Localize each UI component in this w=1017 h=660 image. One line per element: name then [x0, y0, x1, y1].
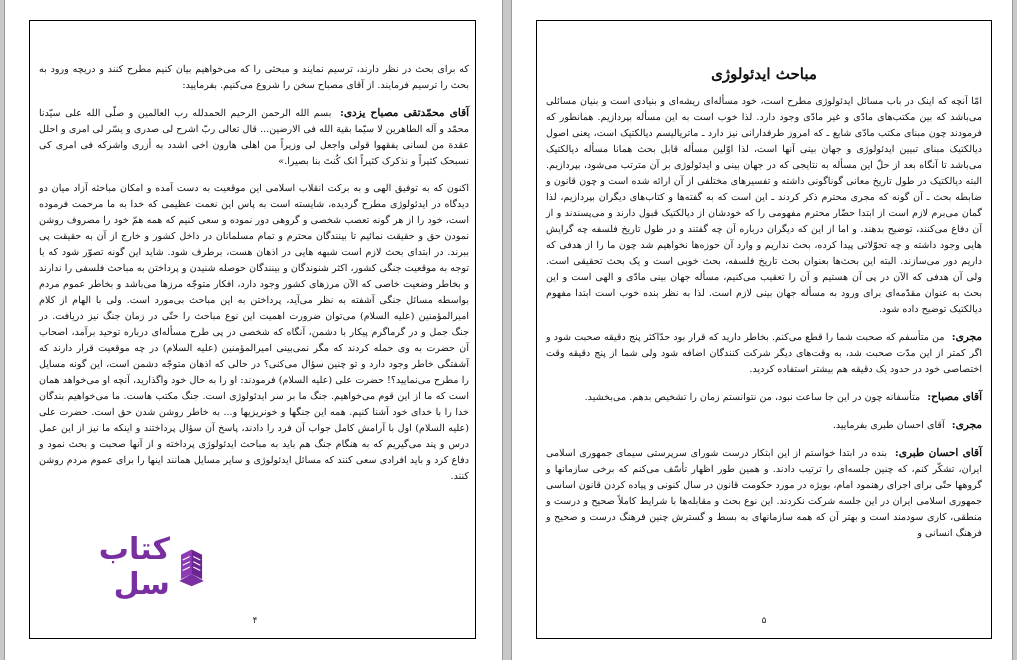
speaker-name: مجری: — [951, 331, 982, 343]
speaker-text: بنده در ابتدا خواستم از این ابتکار درست شورای سرپرستی سیمای جمهوری اسلامی ایران، تشکّر کنم، که چنین جلسه‌ای را ترتیب دادند. و همین طور اظهار تأسّف می‌کنم که برخی سازمانها و گروهها حتّی برای اجرای رهنمود امام، بویژه در مورد حکومت قانون در سال کنونی و پیاده کردن قانون اساسی جمهوری اسلامی ایران در این جلسه شرکت نکردند. این نوع بحث و مقابله‌ها با شرایط کاملاً صحیح و درست و منطقی، کاری سودمند است و بهتر آن که همه سازمانهای به بسط و گسترش چنین فرهنگ درست و صحیح و فرهنگ انسانی و — [546, 448, 982, 539]
book-stack-icon — [174, 545, 209, 589]
speaker-name: مجری: — [951, 419, 982, 431]
speaker-paragraph — [546, 445, 982, 542]
speaker-text: آقای احسان طبری بفرمایید. — [832, 420, 945, 431]
speaker-text: متأسفانه چون در این جا ساعت نبود، من نتوانستم زمان را تشخیص بدهم. می‌بخشید. — [584, 392, 921, 403]
page-content — [39, 62, 469, 496]
speaker-text: من متأسفم که صحبت شما را قطع می‌کنم. بخاطر دارید که قرار بود حدّاکثر پنج دقیقه صحبت شود و اگر کمتر از این مدّت صحبت شد، به وقت‌های دیگر شرکت کنندگان اضافه شود ولی شما از پنج دقیقه وقت اختصاصی خود در حدود یک دقیقه هم بیشتر استفاده کردید. — [546, 332, 982, 375]
speaker-name: آقای محمّدتقی مصباح یزدی: — [339, 107, 470, 119]
page-content — [546, 62, 982, 553]
document-page-left — [4, 0, 503, 660]
speaker-name: آقای مصباح: — [927, 391, 982, 403]
document-page-right — [511, 0, 1013, 660]
speaker-paragraph — [546, 417, 982, 434]
speaker-paragraph — [39, 105, 469, 170]
speaker-name: آقای احسان طبری: — [894, 447, 982, 459]
logo-text: کتاب سل — [98, 532, 170, 602]
intro-paragraph: که برای بحث در نظر دارند، ترسیم نمایند و مبحثی را که می‌خواهیم بیان کنیم مطرح کنند و دریچه ورود به بحث را ترسیم فرمایند. از آقای مصباح سخن را شروع می‌کنیم. بفرمایید: — [39, 64, 469, 91]
speaker-paragraph — [546, 329, 982, 378]
page-number: ۵ — [761, 616, 767, 626]
speaker-paragraph — [546, 389, 982, 406]
body-paragraph: امّا آنچه که اینک در باب مسائل ایدئولوژی مطرح است، خود مسأله‌ای ریشه‌ای و بنیادی است و بنیان مسائلی می‌باشد که بین مکتب‌های مادّی و غیر مادّی وجود دارد. لذا خوب است به این مسأله بپردازیم. همانطور که فرمودند چون مبنای مکتب مادّی شایع ـ که امروز طرفدارانی نیز دارد ـ ماتریالیسم دیالکتیک است، یعنی اصول دیالکتیک مبنای تبیین ایدئولوژی و جهان بینی آنها است، لذا اوّلین مسأله قابل بحث همانا مسأله دیالکتیک می‌باشد تا آنگاه بعد از حلّ این مسأله به نتایجی که در جهان بینی و ایدئولوژی بر آن مترتب می‌شود، بپردازیم. البته دیالکتیک در طول تاریخ معانی گوناگونی داشته و تفسیرهای مختلفی از آن ارائه شده است و چون قانون و ضابطه بحث ـ آن گونه که مجری محترم ذکر کردند ـ این است که به گفته‌ها و کتاب‌های دیگران بپردازیم، لذا گمان می‌برم لازم است از ابتدا حضّار محترم مفهومی را که خودشان از دیالکتیک قبول دارند و می‌پسندند و از آن دفاع می‌کنند، توضیح بدهند. و اما از این که دیگران درباره آن چه گفتند و در طول تاریخ فلسفه چه گرایش هایی وجود داشته و چه تحوّلاتی پیدا کرده، بحث نداریم و وارد آن حوزه‌ها نخواهیم شد چون ما را از هدفی که داریم دور می‌سازند. البته این بحث‌ها بعنوان بحث تاریخ فلسفه، بحث خوبی است و یک بحث تحقیقی است. ولی آن هدفی که الآن در پی آن هستیم و آن را تعقیب می‌کنیم، مسأله جهان بینی مادّی و الهی است و این بحث به عنوان مقدّمه‌ای برای ورود به مسأله جهان بینی لازم است. لذا به نظر بنده خوب است ابتدا مفهوم دیالکتیک توضیح داده شود. — [546, 96, 982, 315]
speaker-text: بسم الله الرحمن الرحیم الحمدلله رب العالمین و صلّی الله علی سیّدنا محمّد و آله الطاهرین لا سیّما بقیة الله فی الارضین... قال تعالی ربّ اشرح لی صدری و یسّر لی امری و احلل عقدة من لسانی یفقهوا قولی واجعل لی وزیراً من اهلی هارون اخی اشدد به أزری واشرکه فی امری کی نسبحک کثیراً و نذکرک کثیراً انک کُنتَ بنا بصیرا.» — [39, 108, 469, 167]
watermark-logo — [49, 532, 209, 602]
page-number: ۴ — [252, 616, 258, 626]
page-title: مباحث ایدئولوژی — [711, 65, 817, 83]
body-paragraph: اکنون که به توفیق الهی و به برکت انقلاب اسلامی این موقعیت به دست آمده و امکان مباحثه آزاد میان دو دیدگاه در ایدئولوژی مطرح گردیده، شایسته است به پاس این نعمت عظیمی که خدا به ما مرحمت فرموده است، خود را از هر گونه تعصب شخصی و گروهی دور نموده و سعی کنیم که همه همّ خود را مصروف روشن نمودن حق و حقیقت نمائیم تا بینندگان محترم و تمام مسلمانان در داخل کشور و خارج از آن به حقیقت پی ببرند. در ابتدای بحث لازم است شبهه هایی در اذهان هست، برطرف شود. شاید این گونه تصوّر شود که با توجه به موقعیت جنگی کشور، اکثر شنوندگان و بینندگان حوصله شنیدن و پرداختن به مباحث فلسفی را ندارند و بخاطر وضعیت خاصی که الآن مرزهای کشور وجود دارد، افکار متوجّه مرزها می‌باشد و بخاطر عموم مردم بواسطه مسائل جنگی آشفته به نظر می‌آید، پرداختن به این مباحث بی‌مورد است. ولی با الهام از کلام امیرالمؤمنین (علیه السلام) می‌توان ضرورت اهمیت این نوع مباحث را حتّی در زمان جنگ نیز دریافت. در جنگ جمل و در گرماگرم پیکار با دشمن، آنگاه که شخصی در پی طرح مسأله‌ای درباره توحید برآمد، اصحاب آن حضرت به وی حمله کردند که مگر نمی‌بینی امیرالمؤمنین (علیه السلام) در چه موقعیت قرار دارند که آشفتگی خاطر وجود دارد و تو چنین سؤال می‌کنی؟ در حالی که اذهان متوجّه دشمن است، این گونه مسایل را مطرح می‌نمایید؟! حضرت علی (علیه السلام) فرمودند: او را به حال خود واگذارید، آنچه او می‌خواهد همان است که ما از این قوم می‌خواهیم. جنگ ما بر سر ایدئولوژی است. جنگ مکتب هاست. ما می‌خواهیم بندگان خدا را با خدای خود آشنا کنیم. همه این جنگها و خونریزیها و... به خاطر روشن شدن حق است. حضرت علی (علیه السلام) اول با آرامش کامل جواب آن فرد را دادند، پاسخ آن سؤال پرداختند و اینکه ما نیز از این عمل درس و پند می‌گیریم که به هنگام جنگ هم باید به مباحث ایدئولوژی پرداخته و از آنها صحبت و بحث نمود و دفاع کرد و باید افرادی سعی کنند که مسائل ایدئولوژی و سایر مسایل همانند اینها را برای عموم مردم روشن کنند. — [39, 183, 469, 482]
